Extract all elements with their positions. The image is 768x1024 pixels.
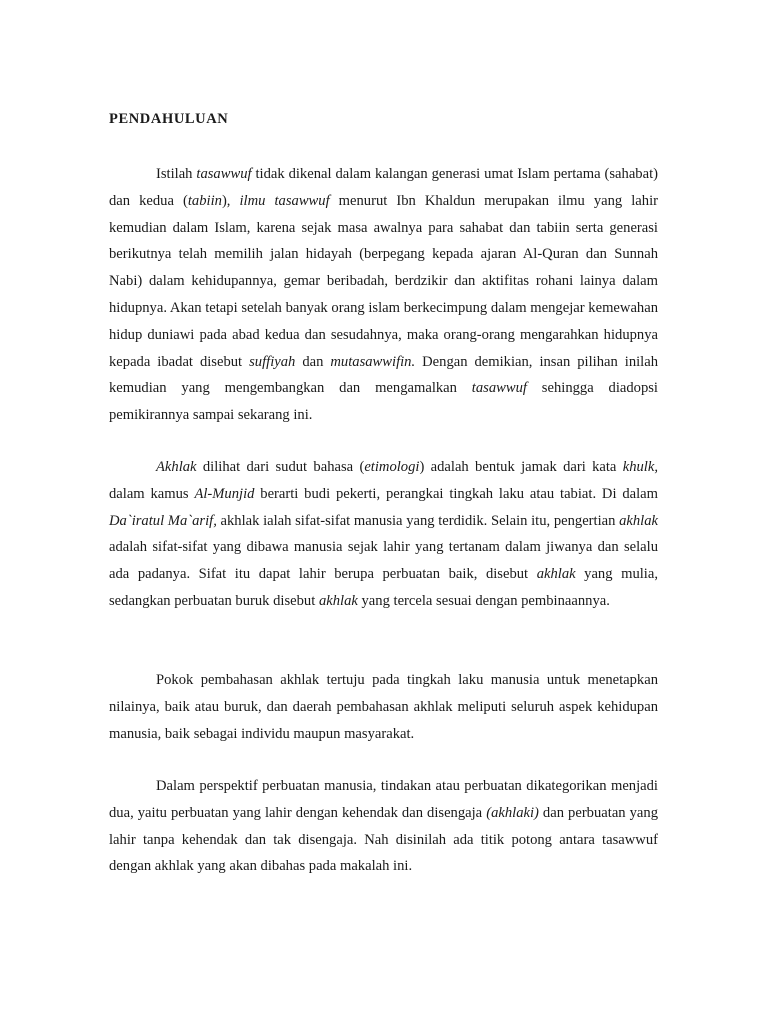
- italic-term: tasawwuf: [196, 166, 252, 182]
- italic-term: khulk,: [622, 459, 658, 475]
- italic-term: (akhlaki): [486, 804, 539, 821]
- italic-term: akhlak: [536, 566, 576, 583]
- text-segment: dan: [295, 353, 331, 370]
- italic-term: Al-Munjid: [194, 485, 255, 502]
- italic-term: suffiyah: [249, 353, 296, 370]
- text-segment: akhlak ialah sifat-sifat manusia yang terdidik. Selain itu, pengertian: [216, 512, 620, 529]
- section-heading: PENDAHULUAN: [109, 111, 229, 127]
- text-segment: Pokok pembahasan akhlak tertuju pada tingkah laku manusia untuk menetapkan nilainya, baik atau buruk, dan daerah pembahasan akhlak meliputi seluruh aspek kehidupan manusia, baik sebagai individu maupun masyarakat.: [109, 672, 658, 742]
- italic-term: tabiin: [187, 192, 222, 209]
- text-segment: dan perbuatan yang lahir tanpa kehendak dan tak disengaja. Nah disinilah ada titik potong antara tasawwuf dengan akhlak yang akan dibahas pada makalah ini.: [109, 804, 659, 875]
- italic-term: Akhlak: [156, 459, 197, 475]
- italic-term: Da`iratul Ma`arif,: [109, 512, 217, 529]
- text-segment: dalam kamus: [109, 485, 195, 502]
- text-segment: Dalam perspektif perbuatan manusia, tindakan atau perbuatan dikategorikan menjadi dua, yaitu perbuatan yang lahir dengan kehendak dan disengaja: [109, 778, 658, 821]
- italic-term: etimologi: [364, 459, 420, 475]
- paragraph-perbuatan-manusia: [109, 773, 658, 880]
- text-segment: adalah sifat-sifat yang dibawa manusia sejak lahir yang tertanam dalam jiwanya dan selalu ada padanya. Sifat itu dapat lahir berupa perbuatan baik, disebut: [109, 539, 658, 583]
- text-segment: Istilah: [156, 166, 197, 182]
- text-segment: sehingga diadopsi pemikirannya sampai sekarang ini.: [109, 380, 658, 424]
- text-segment: dilihat dari sudut bahasa (: [196, 459, 365, 475]
- paragraph-tasawwuf-origin: [109, 161, 658, 429]
- italic-term: tasawwuf: [471, 380, 527, 397]
- paragraph-akhlak-definition: [109, 454, 658, 615]
- italic-term: akhlak: [318, 592, 358, 609]
- text-segment: ),: [221, 192, 240, 209]
- text-segment: berarti budi pekerti, perangkai tingkah laku atau tabiat. Di dalam: [254, 485, 659, 502]
- paragraph-akhlak-scope: [109, 667, 658, 747]
- text-segment: Dengan demikian, insan pilihan inilah kemudian yang mengembangkan dan mengamalkan: [109, 353, 658, 397]
- text-segment: menurut Ibn Khaldun merupakan ilmu yang lahir kemudian dalam Islam, karena sejak masa awalnya para sahabat dan tabiin serta generasi berikutnya telah memilih jalan hidayah (berpegang kepada ajaran Al-Quran dan Sunnah Nabi) dalam kehidupannya, gemar beribadah, berdzikir dan aktifitas rohani lainya dalam hidupnya. Akan tetapi setelah banyak orang islam berkecimpung dalam mengejar kemewahan hidup duniawi pada abad kedua dan sesudahnya, maka orang-orang mengarahkan hidupnya kepada ibadat disebut: [109, 192, 658, 370]
- italic-term: mutasawwifin.: [330, 353, 416, 370]
- text-segment: yang tercela sesuai dengan pembinaannya.: [357, 592, 610, 609]
- italic-term: ilmu tasawwuf: [239, 192, 330, 209]
- text-segment: tidak dikenal dalam kalangan generasi umat Islam pertama (sahabat) dan kedua (: [109, 166, 658, 209]
- text-segment: ) adalah bentuk jamak dari kata: [419, 459, 623, 475]
- italic-term: akhlak: [619, 512, 658, 529]
- text-segment: yang mulia, sedangkan perbuatan buruk disebut: [109, 566, 658, 609]
